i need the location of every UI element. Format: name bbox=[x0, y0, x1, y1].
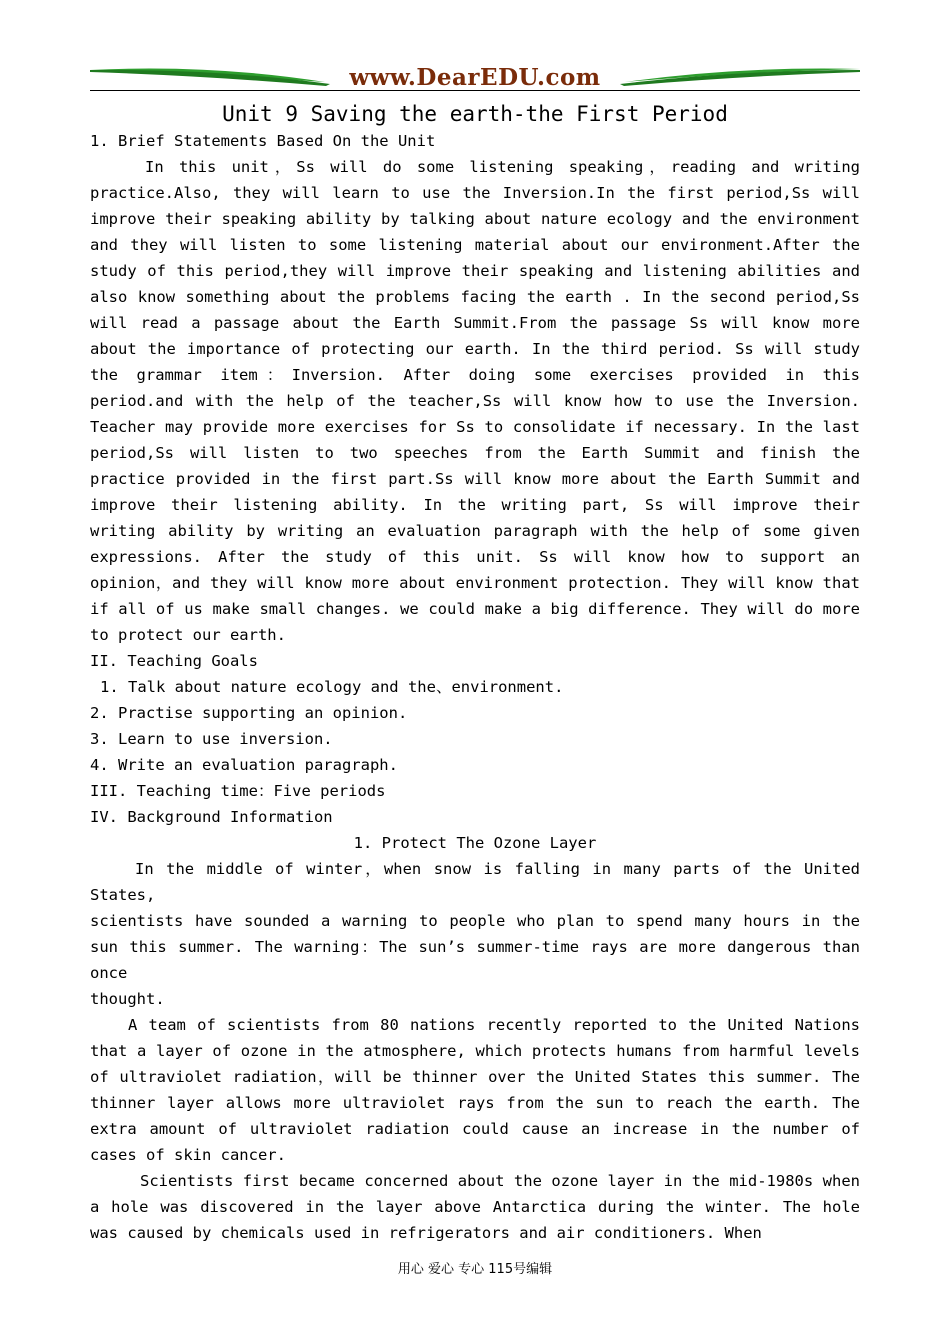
site-logo: www.DearEDU.com bbox=[349, 64, 601, 91]
document-body bbox=[90, 128, 860, 1246]
section-1-paragraph: In this unit，Ss will do some listening speaking，reading and writing practice.Also, they will learn to use the Inversion.In the first period,Ss will improve their speaking ability by talking about nature ecology and the environment and they will listen to some listening material about our environment.After the study of this period,they will improve their speaking and listening abilities and also know something about the problems facing the earth . In the second period,Ss will read a passage about the Earth Summit.From the passage Ss will know more about the importance of protecting our earth. In the third period. Ss will study the grammar item：Inversion. After doing some exercises provided in this period.and with the help of the teacher,Ss will know how to use the Inversion. Teacher may provide more exercises for Ss to consolidate if necessary. In the last period,Ss will listen to two speeches from the Earth Summit and finish the practice provided in the first part.Ss will know more about the Earth Summit and improve their listening ability. In the writing part, Ss will improve their writing ability by writing an evaluation paragraph with the help of some given expressions. After the study of this unit. Ss will know how to support an opinion，and they will know more about environment protection. They will know that if all of us make small changes. we could make a big difference. They will do more to protect our earth. bbox=[90, 158, 860, 644]
ozone-paragraph-1-line-1: In the middle of winter，when snow is falling in many parts of the United States, bbox=[90, 860, 860, 904]
ozone-paragraph-2: A team of scientists from 80 nations recently reported to the United Nations that a layer of ozone in the atmosphere, which protects humans from harmful levels of ultraviolet radiation，will be thinner over the United States this summer. The thinner layer allows more ultraviolet rays from the sun to reach the earth. The extra amount of ultraviolet radiation could cause an increase in the number of cases of skin cancer. bbox=[90, 1016, 860, 1164]
goal-item-1: 1. Talk about nature ecology and the、environment. bbox=[100, 678, 564, 696]
ozone-paragraph-3: Scientists first became concerned about the ozone layer in the mid-1980s when a hole was discovered in the layer above Antarctica during the winter. The hole was caused by chemicals used in refrigerators and air conditioners. When bbox=[90, 1172, 860, 1242]
section-1-heading: 1. Brief Statements Based On the Unit bbox=[90, 132, 436, 150]
header-rule bbox=[90, 90, 860, 91]
goal-item-4: 4. Write an evaluation paragraph. bbox=[90, 756, 398, 774]
section-4-subheading: 1. Protect The Ozone Layer bbox=[353, 834, 597, 852]
goal-item-2: 2. Practise supporting an opinion. bbox=[90, 704, 408, 722]
goal-item-3: 3. Learn to use inversion. bbox=[90, 730, 333, 748]
ozone-paragraph-1-line-2: scientists have sounded a warning to people who plan to spend many hours in the sun this summer. The warning：The sun’s summer-time rays are more dangerous than once bbox=[90, 912, 860, 982]
ozone-paragraph-1-line-3: thought. bbox=[90, 990, 165, 1008]
section-2-heading: II. Teaching Goals bbox=[90, 652, 258, 670]
page-footer: 用心 爱心 专心 115号编辑 bbox=[397, 1262, 553, 1277]
page-title: Unit 9 Saving the earth-the First Period bbox=[222, 102, 728, 126]
section-4-heading: IV. Background Information bbox=[90, 808, 333, 826]
section-3-heading: III. Teaching time：Five periods bbox=[90, 782, 386, 800]
site-header bbox=[90, 60, 860, 94]
